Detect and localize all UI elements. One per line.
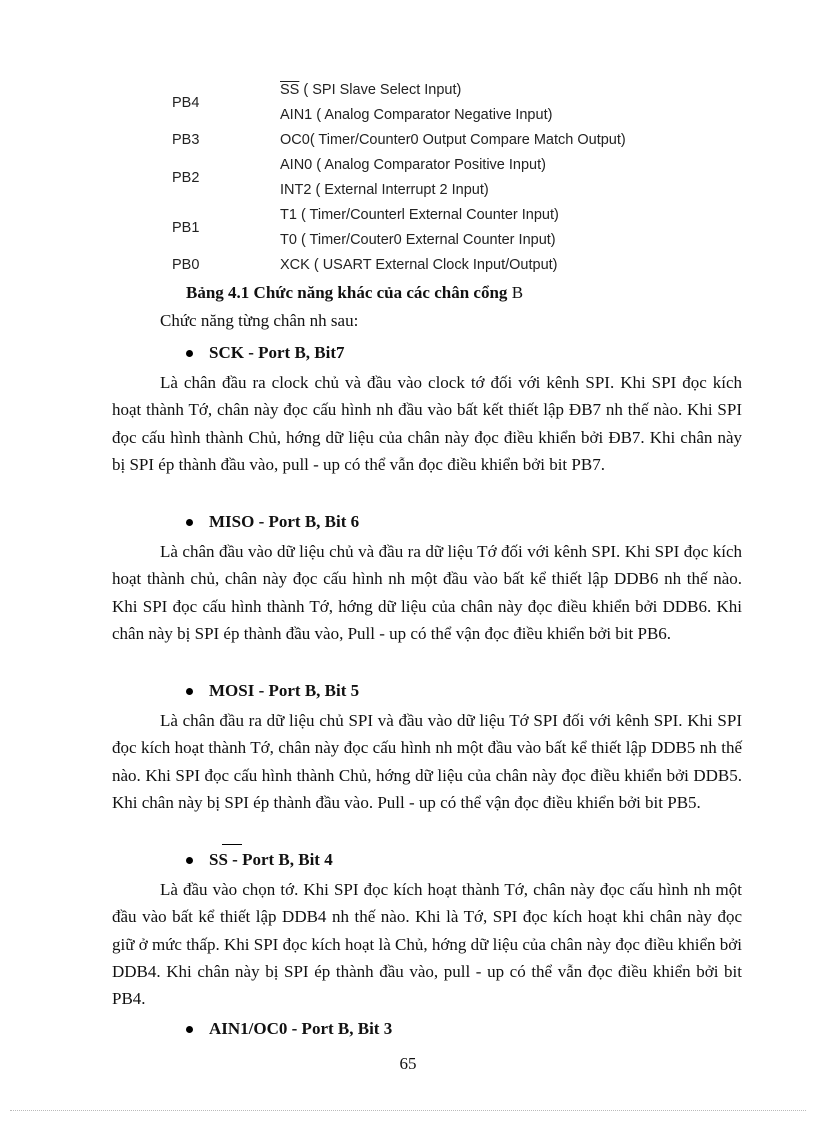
pin-function: AIN0 ( Analog Comparator Positive Input) [280,157,546,173]
section-heading: AIN1/OC0 - Port B, Bit 3 [186,1019,392,1039]
section-paragraph: Là đầu vào chọn tớ. Khi SPI đọc kích hoạt thành Tớ, chân này đọc cấu hình nh một đầu vào bất kể thiết lập DDB4 nh thế nào. Khi là Tớ, SPI đọc kích hoạt khi chân này đọc giữ ở mức thấp. Khi SPI đọc kích hoạt là Chủ, hớng dữ liệu của chân này đọc điều khiển bởi DDB4. Khi chân này bị SPI ép thành đầu vào, pull - up có thể vẫn đọc điều khiển bởi bit PB4. [112,880,742,1009]
section-paragraph: Là chân đầu ra dữ liệu chủ SPI và đầu vào dữ liệu Tớ SPI đối với kênh SPI. Khi SPI đọc kích hoạt thành Tớ, chân này đọc cấu hình nh một đầu vào bất kể thiết lập DDB5 nh thế nào. Khi SPI đọc cấu hình thành Chủ, hớng dữ liệu của chân này đọc điều khiển bởi DDB5. Khi chân này bị SPI ép thành đầu vào. Pull - up có thể vận đọc điều khiển bởi bit PB5. [112,711,742,812]
intro-text: Chức năng từng chân nh sau: [160,311,359,330]
port-b-function-table [168,78,688,278]
section-heading: SCK - Port B, Bit7 [186,343,345,363]
bullet-icon [186,857,193,864]
ss-overline-text: $\overline{SS}$ [280,82,300,98]
pin-function: T1 ( Timer/Counterl External Counter Input) [280,207,559,223]
pin-name: PB4 [172,94,200,111]
table-row [168,128,688,153]
section-paragraph: Là chân đầu ra clock chủ và đầu vào clock tớ đối với kênh SPI. Khi SPI đọc kích hoạt thành Tớ, chân này đọc cấu hình nh đầu vào bất kết thiết lập ĐB7 nh thế nào. Khi SPI đọc cấu hình thành Chủ, hớng dữ liệu của chân này đọc điều khiển bởi ĐB7. Khi chân này bị SPI ép thành đầu vào, pull - up có thể vẫn đọc điều khiển bởi bit PB7. [112,373,742,474]
pin-name: PB1 [172,219,200,236]
pin-function: INT2 ( External Interrupt 2 Input) [280,182,489,198]
footer-divider [10,1110,806,1111]
table-caption: Bảng 4.1 Chức năng khác của các chân cổng B [186,283,524,302]
ss-overline-bar [222,844,242,845]
section-heading: SS - Port B, Bit 4 [186,850,333,870]
section-heading: MISO - Port B, Bit 6 [186,512,359,532]
bullet-icon [186,350,193,357]
bullet-icon [186,688,193,695]
pin-function: XCK ( USART External Clock Input/Output) [280,257,558,273]
pin-name: PB2 [172,169,200,186]
table-row [168,253,688,278]
bullet-icon [186,1026,193,1033]
section-paragraph: Là chân đầu vào dữ liệu chủ và đầu ra dữ liệu Tớ đối với kênh SPI. Khi SPI đọc kích hoạt thành chủ, chân này đọc cấu hình nh một đầu vào bất kể thiết lập DDB6 nh thế nào. Khi SPI đọc cấu hình thành Tớ, hớng dữ liệu của chân này đọc điều khiển bởi DDB6. Khi chân này bị SPI ép thành đầu vào, Pull - up có thể vận đọc điều khiển bởi bit PB6. [112,542,742,643]
pin-name: PB0 [172,257,200,273]
pin-function: OC0( Timer/Counter0 Output Compare Match Output) [280,132,626,148]
pin-function: T0 ( Timer/Couter0 External Counter Input) [280,232,556,248]
pin-function: AIN1 ( Analog Comparator Negative Input) [280,107,553,123]
table-row [168,153,688,178]
table-row [168,203,688,228]
page-number: 65 [399,1054,417,1073]
section-heading: MOSI - Port B, Bit 5 [186,681,359,701]
pin-name: PB3 [172,132,200,148]
pin-function: $\overline{SS}$ ( SPI Slave Select Input) [280,82,462,98]
bullet-icon [186,519,193,526]
table-row [168,78,688,103]
